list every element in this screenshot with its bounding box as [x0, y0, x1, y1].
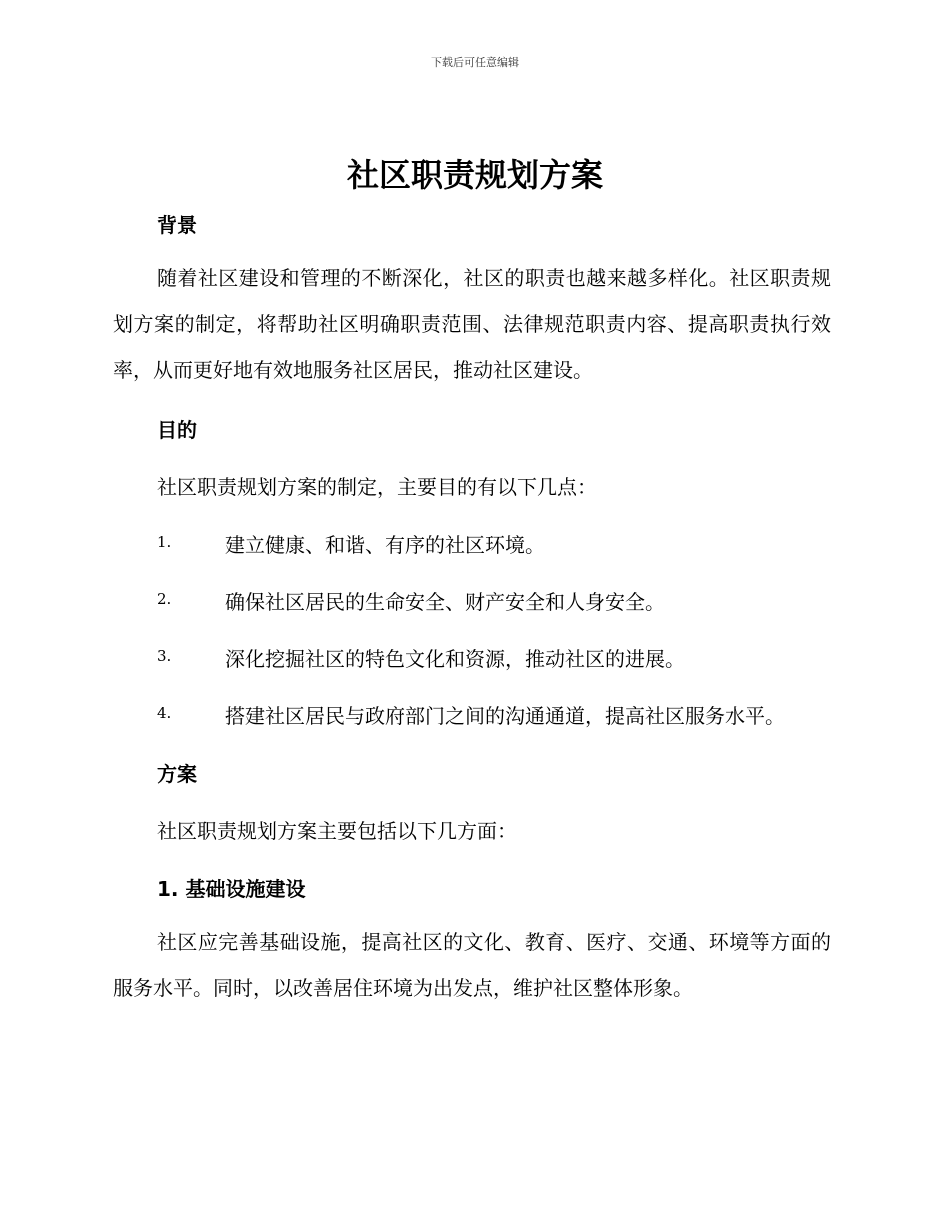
document-title: 社区职责规划方案 [346, 156, 603, 194]
header-note: 下载后可任意编辑 [431, 56, 519, 69]
list-item [157, 643, 857, 673]
list-item-number: 3. [157, 647, 172, 665]
list-item [157, 586, 857, 616]
list-item-text: 搭建社区居民与政府部门之间的沟通通道，提高社区服务水平。 [225, 704, 785, 728]
plan-intro: 社区职责规划方案主要包括以下几方面： [157, 819, 517, 843]
heading-infrastructure: 1. 基础设施建设 [157, 877, 306, 901]
list-item [157, 529, 857, 559]
heading-purpose: 目的 [157, 418, 197, 442]
list-item-number: 2. [157, 590, 172, 608]
paragraph-background: 随着社区建设和管理的不断深化，社区的职责也越来越多样化。社区职责规划方案的制定，将帮助社区明确职责范围、法律规范职责内容、提高职责执行效率，从而更好地有效地服务社区居民，推动社区建设。 [113, 266, 831, 382]
list-item-text: 深化挖掘社区的特色文化和资源，推动社区的进展。 [225, 647, 685, 671]
list-item-text: 确保社区居民的生命安全、财产安全和人身安全。 [225, 590, 665, 614]
list-item-number: 4. [157, 704, 172, 722]
list-item-number: 1. [157, 533, 172, 551]
heading-background: 背景 [157, 213, 197, 237]
list-item-text: 建立健康、和谐、有序的社区环境。 [225, 533, 545, 557]
purpose-intro: 社区职责规划方案的制定，主要目的有以下几点： [157, 475, 597, 499]
heading-plan: 方案 [157, 762, 197, 786]
list-item [157, 700, 857, 730]
paragraph-infrastructure: 社区应完善基础设施，提高社区的文化、教育、医疗、交通、环境等方面的服务水平。同时，以改善居住环境为出发点，维护社区整体形象。 [113, 930, 831, 1000]
